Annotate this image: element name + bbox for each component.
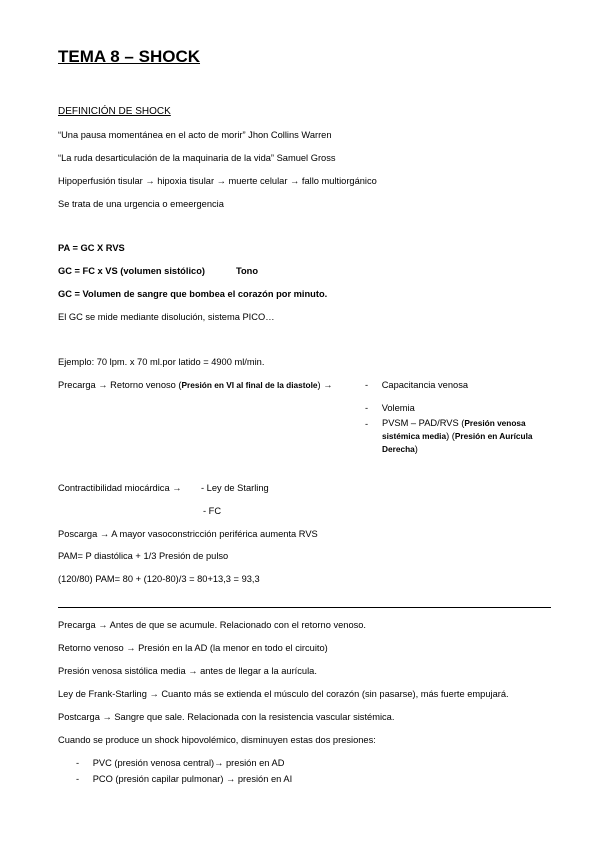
fc-item: - FC (203, 506, 222, 516)
list-text: PCO (presión capilar pulmonar) → presión en AI (92, 774, 293, 784)
note-frank-starling: Ley de Frank-Starling → Cuanto más se extienda el músculo del corazón (sin pasarse), más fuerte empujará. (58, 689, 509, 699)
precarga-item-pvsm (382, 417, 572, 456)
list-dash: - (76, 774, 80, 784)
bullet-pvc (76, 757, 284, 769)
hypoperfusion-chain: Hipoperfusión tisular → hipoxia tisular → muerte celular → fallo multiorgánico (58, 176, 377, 186)
pvsm-bold-1: Presión venosa (464, 418, 526, 428)
list-dash: - (76, 758, 80, 768)
contractibility-line: Contractibilidad miocárdica → (58, 483, 182, 493)
urgency-line: Se trata de una urgencia o emeergencia (58, 199, 224, 209)
note-retorno: Retorno venoso → Presión en la AD (la menor en todo el circuito) (58, 643, 328, 653)
poscarga-line: Poscarga → A mayor vasoconstricción periférica aumenta RVS (58, 529, 318, 539)
list-dash: - (365, 380, 369, 390)
pvsm-text-c: ) ( (446, 431, 455, 441)
page-title: TEMA 8 – SHOCK (58, 47, 201, 66)
example-line: Ejemplo: 70 lpm. x 70 ml.por latido = 4900 ml/min. (58, 357, 265, 367)
pvsm-text-e: ) (414, 444, 418, 454)
quote-gross: “La ruda desarticulación de la maquinaria de la vida” Samuel Gross (58, 153, 336, 163)
precarga-text-b: ) → (317, 380, 333, 390)
section-heading-definition: DEFINICIÓN DE SHOCK (58, 106, 171, 117)
note-shock: Cuando se produce un shock hipovolémico, disminuyen estas dos presiones: (58, 735, 376, 745)
divider (58, 607, 551, 608)
pvsm-bold-4: Derecha (382, 444, 415, 454)
pvsm-bold-3: Presión en Aurícula (454, 431, 533, 441)
list-text: PVC (presión venosa central)→ presión en AD (92, 758, 285, 768)
precarga-item-volemia (365, 402, 415, 414)
note-presion-venosa: Presión venosa sistólica media → antes de llegar a la aurícula. (58, 666, 317, 676)
precarga-text-bold: Presión en VI al final de la diastole (181, 380, 318, 390)
list-dash: - (365, 403, 369, 413)
bullet-pco (76, 773, 292, 785)
gc-measurement: El GC se mide mediante disolución, sistema PICO… (58, 312, 275, 322)
pam-calc-line: (120/80) PAM= 80 + (120-80)/3 = 80+13,3 = 93,3 (58, 574, 260, 584)
list-text: Volemia (381, 403, 415, 413)
formula-pa: PA = GC X RVS (58, 243, 125, 253)
note-precarga: Precarga → Antes de que se acumule. Relacionado con el retorno venoso. (58, 620, 367, 630)
tono-label: Tono (236, 266, 259, 276)
precarga-line (58, 379, 333, 391)
note-postcarga: Postcarga → Sangre que sale. Relacionada con la resistencia vascular sistémica. (58, 712, 395, 722)
list-text: Capacitancia venosa (381, 380, 469, 390)
pam-line: PAM= P diastólica + 1/3 Presión de pulso (58, 551, 229, 561)
precarga-item-pvsm-dash: - (365, 419, 369, 429)
precarga-item-capacitancia (365, 379, 468, 391)
precarga-text-a: Precarga → Retorno venoso ( (58, 380, 182, 390)
formula-gc: GC = FC x VS (volumen sistólico) (58, 266, 205, 276)
pvsm-text: PVSM – PAD/RVS ( (382, 418, 465, 428)
ley-starling: - Ley de Starling (201, 483, 269, 493)
gc-definition: GC = Volumen de sangre que bombea el corazón por minuto. (58, 289, 328, 299)
quote-warren: “Una pausa momentánea en el acto de morir” Jhon Collins Warren (58, 130, 332, 140)
pvsm-bold-2: sistémica media (382, 431, 447, 441)
